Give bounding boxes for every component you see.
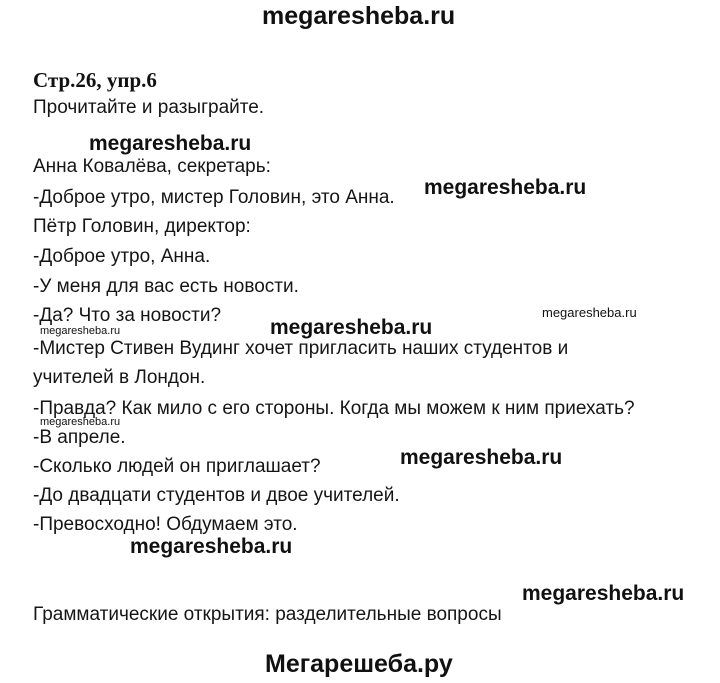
watermark-bottom: Мегарешеба.ру <box>265 650 453 678</box>
dialogue-line: -Мистер Стивен Вудинг хочет пригласить наших студентов и <box>33 338 569 359</box>
dialogue-line: -Доброе утро, Анна. <box>33 246 211 267</box>
dialogue-line: -До двадцати студентов и двое учителей. <box>33 485 400 506</box>
instruction-text: Прочитайте и разыграйте. <box>33 97 265 118</box>
watermark-text: megaresheba.ru <box>542 305 637 320</box>
dialogue-line: -Сколько людей он приглашает? <box>33 456 321 477</box>
watermark-text: megaresheba.ru <box>400 446 563 469</box>
dialogue-line: -В апреле. <box>33 427 126 448</box>
exercise-heading: Стр.26, упр.6 <box>33 68 157 92</box>
dialogue-line: -Правда? Как мило с его стороны. Когда мы можем к ним приехать? <box>33 398 635 419</box>
watermark-top: megaresheba.ru <box>262 2 456 30</box>
dialogue-line: Анна Ковалёва, секретарь: <box>33 156 271 177</box>
watermark-text: megaresheba.ru <box>89 132 252 155</box>
dialogue-line: -Да? Что за новости? <box>33 305 222 326</box>
dialogue-line: учителей в Лондон. <box>33 367 206 388</box>
watermark-text: megaresheba.ru <box>130 535 293 558</box>
watermark-text: megaresheba.ru <box>270 316 433 339</box>
dialogue-line: -Превосходно! Обдумаем это. <box>33 514 298 535</box>
watermark-text: megaresheba.ru <box>424 176 587 199</box>
section-heading: Грамматические открытия: разделительные вопросы <box>33 604 502 625</box>
dialogue-line: -У меня для вас есть новости. <box>33 276 299 297</box>
dialogue-line: Пётр Головин, директор: <box>33 216 251 237</box>
watermark-text: megaresheba.ru <box>40 416 121 428</box>
watermark-text: megaresheba.ru <box>522 582 685 605</box>
watermark-text: megaresheba.ru <box>40 325 121 337</box>
dialogue-line: -Доброе утро, мистер Головин, это Анна. <box>33 187 395 208</box>
